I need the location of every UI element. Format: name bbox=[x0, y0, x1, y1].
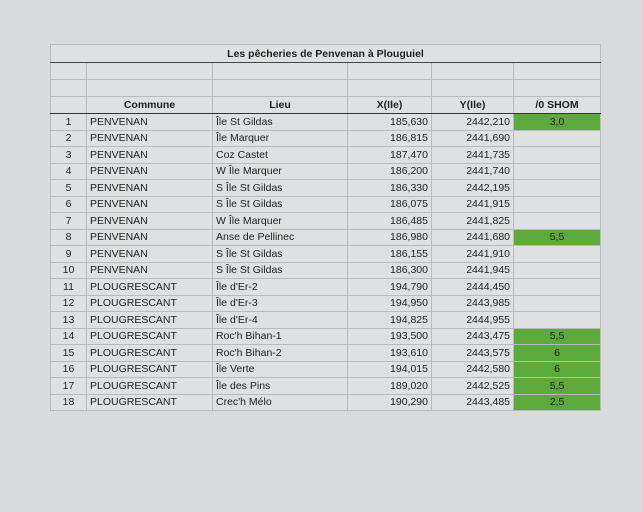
shom-cell bbox=[514, 180, 601, 197]
y-cell: 2442,525 bbox=[432, 378, 514, 395]
x-cell: 186,300 bbox=[348, 262, 432, 279]
row-number: 13 bbox=[51, 312, 87, 329]
commune-cell: PENVENAN bbox=[87, 147, 213, 164]
y-cell: 2441,740 bbox=[432, 163, 514, 180]
shom-cell: 5,5 bbox=[514, 378, 601, 395]
y-cell: 2443,485 bbox=[432, 394, 514, 411]
shom-cell: 2,5 bbox=[514, 394, 601, 411]
commune-cell: PLOUGRESCANT bbox=[87, 345, 213, 362]
y-cell: 2442,580 bbox=[432, 361, 514, 378]
row-number: 14 bbox=[51, 328, 87, 345]
table-row bbox=[51, 312, 601, 329]
table-row bbox=[51, 229, 601, 246]
x-cell: 194,950 bbox=[348, 295, 432, 312]
fisheries-table bbox=[50, 44, 601, 411]
x-cell: 186,155 bbox=[348, 246, 432, 263]
shom-cell bbox=[514, 130, 601, 147]
lieu-cell: Île St Gildas bbox=[213, 114, 348, 131]
x-cell: 187,470 bbox=[348, 147, 432, 164]
shom-cell bbox=[514, 279, 601, 296]
y-cell: 2441,910 bbox=[432, 246, 514, 263]
table-title: Les pêcheries de Penvenan à Plouguiel bbox=[51, 45, 601, 63]
x-cell: 190,290 bbox=[348, 394, 432, 411]
table-row bbox=[51, 279, 601, 296]
lieu-cell: Île d'Er-4 bbox=[213, 312, 348, 329]
row-number: 11 bbox=[51, 279, 87, 296]
x-cell: 186,075 bbox=[348, 196, 432, 213]
blank-row bbox=[51, 80, 601, 97]
y-cell: 2441,945 bbox=[432, 262, 514, 279]
commune-cell: PLOUGRESCANT bbox=[87, 378, 213, 395]
lieu-cell: S Île St Gildas bbox=[213, 262, 348, 279]
row-number: 9 bbox=[51, 246, 87, 263]
table-row bbox=[51, 345, 601, 362]
table-row bbox=[51, 295, 601, 312]
row-number: 3 bbox=[51, 147, 87, 164]
commune-cell: PENVENAN bbox=[87, 213, 213, 230]
y-cell: 2443,575 bbox=[432, 345, 514, 362]
y-cell: 2444,450 bbox=[432, 279, 514, 296]
row-number: 4 bbox=[51, 163, 87, 180]
lieu-cell: Crec'h Mélo bbox=[213, 394, 348, 411]
shom-cell bbox=[514, 312, 601, 329]
shom-cell: 5,5 bbox=[514, 229, 601, 246]
commune-cell: PENVENAN bbox=[87, 114, 213, 131]
header-row bbox=[51, 97, 601, 114]
commune-cell: PENVENAN bbox=[87, 262, 213, 279]
commune-cell: PENVENAN bbox=[87, 180, 213, 197]
x-cell: 194,825 bbox=[348, 312, 432, 329]
row-number: 12 bbox=[51, 295, 87, 312]
lieu-cell: Île Marquer bbox=[213, 130, 348, 147]
y-cell: 2444,955 bbox=[432, 312, 514, 329]
commune-cell: PLOUGRESCANT bbox=[87, 279, 213, 296]
table-row bbox=[51, 147, 601, 164]
row-number: 5 bbox=[51, 180, 87, 197]
x-cell: 189,020 bbox=[348, 378, 432, 395]
lieu-cell: S Île St Gildas bbox=[213, 196, 348, 213]
x-cell: 194,790 bbox=[348, 279, 432, 296]
lieu-cell: Coz Castet bbox=[213, 147, 348, 164]
commune-cell: PLOUGRESCANT bbox=[87, 312, 213, 329]
x-cell: 186,485 bbox=[348, 213, 432, 230]
row-number: 10 bbox=[51, 262, 87, 279]
shom-cell bbox=[514, 196, 601, 213]
table-row bbox=[51, 180, 601, 197]
table-row bbox=[51, 114, 601, 131]
shom-cell bbox=[514, 246, 601, 263]
table-row bbox=[51, 196, 601, 213]
title-row bbox=[51, 45, 601, 63]
table-row bbox=[51, 328, 601, 345]
lieu-cell: Île d'Er-2 bbox=[213, 279, 348, 296]
x-cell: 186,200 bbox=[348, 163, 432, 180]
header-y: Y(Ile) bbox=[432, 97, 514, 114]
shom-cell: 6 bbox=[514, 345, 601, 362]
y-cell: 2441,690 bbox=[432, 130, 514, 147]
y-cell: 2443,475 bbox=[432, 328, 514, 345]
commune-cell: PLOUGRESCANT bbox=[87, 394, 213, 411]
lieu-cell: S Île St Gildas bbox=[213, 180, 348, 197]
lieu-cell: Roc'h Bihan-2 bbox=[213, 345, 348, 362]
header-lieu: Lieu bbox=[213, 97, 348, 114]
row-number: 16 bbox=[51, 361, 87, 378]
blank-row bbox=[51, 63, 601, 80]
x-cell: 193,500 bbox=[348, 328, 432, 345]
shom-cell bbox=[514, 163, 601, 180]
header-commune: Commune bbox=[87, 97, 213, 114]
y-cell: 2443,985 bbox=[432, 295, 514, 312]
lieu-cell: Île des Pins bbox=[213, 378, 348, 395]
row-number: 17 bbox=[51, 378, 87, 395]
table-row bbox=[51, 361, 601, 378]
y-cell: 2441,735 bbox=[432, 147, 514, 164]
row-number: 18 bbox=[51, 394, 87, 411]
commune-cell: PENVENAN bbox=[87, 130, 213, 147]
x-cell: 186,815 bbox=[348, 130, 432, 147]
x-cell: 186,330 bbox=[348, 180, 432, 197]
x-cell: 185,630 bbox=[348, 114, 432, 131]
table-row bbox=[51, 163, 601, 180]
y-cell: 2442,210 bbox=[432, 114, 514, 131]
y-cell: 2441,825 bbox=[432, 213, 514, 230]
table-row bbox=[51, 262, 601, 279]
commune-cell: PLOUGRESCANT bbox=[87, 295, 213, 312]
shom-cell: 5,5 bbox=[514, 328, 601, 345]
lieu-cell: W Île Marquer bbox=[213, 163, 348, 180]
commune-cell: PLOUGRESCANT bbox=[87, 328, 213, 345]
header-index bbox=[51, 97, 87, 114]
row-number: 2 bbox=[51, 130, 87, 147]
header-x: X(Ile) bbox=[348, 97, 432, 114]
lieu-cell: Île Verte bbox=[213, 361, 348, 378]
x-cell: 186,980 bbox=[348, 229, 432, 246]
y-cell: 2442,195 bbox=[432, 180, 514, 197]
shom-cell bbox=[514, 213, 601, 230]
table-row bbox=[51, 213, 601, 230]
y-cell: 2441,915 bbox=[432, 196, 514, 213]
table-row bbox=[51, 246, 601, 263]
row-number: 15 bbox=[51, 345, 87, 362]
table-row bbox=[51, 378, 601, 395]
shom-cell: 6 bbox=[514, 361, 601, 378]
shom-cell bbox=[514, 262, 601, 279]
row-number: 6 bbox=[51, 196, 87, 213]
lieu-cell: Roc'h Bihan-1 bbox=[213, 328, 348, 345]
y-cell: 2441,680 bbox=[432, 229, 514, 246]
row-number: 7 bbox=[51, 213, 87, 230]
table-row bbox=[51, 130, 601, 147]
commune-cell: PLOUGRESCANT bbox=[87, 361, 213, 378]
x-cell: 194,015 bbox=[348, 361, 432, 378]
commune-cell: PENVENAN bbox=[87, 196, 213, 213]
shom-cell: 3,0 bbox=[514, 114, 601, 131]
shom-cell bbox=[514, 295, 601, 312]
lieu-cell: S Île St Gildas bbox=[213, 246, 348, 263]
commune-cell: PENVENAN bbox=[87, 163, 213, 180]
commune-cell: PENVENAN bbox=[87, 229, 213, 246]
lieu-cell: Île d'Er-3 bbox=[213, 295, 348, 312]
x-cell: 193,610 bbox=[348, 345, 432, 362]
table-row bbox=[51, 394, 601, 411]
commune-cell: PENVENAN bbox=[87, 246, 213, 263]
lieu-cell: W Île Marquer bbox=[213, 213, 348, 230]
lieu-cell: Anse de Pellinec bbox=[213, 229, 348, 246]
row-number: 8 bbox=[51, 229, 87, 246]
shom-cell bbox=[514, 147, 601, 164]
header-shom: /0 SHOM bbox=[514, 97, 601, 114]
row-number: 1 bbox=[51, 114, 87, 131]
